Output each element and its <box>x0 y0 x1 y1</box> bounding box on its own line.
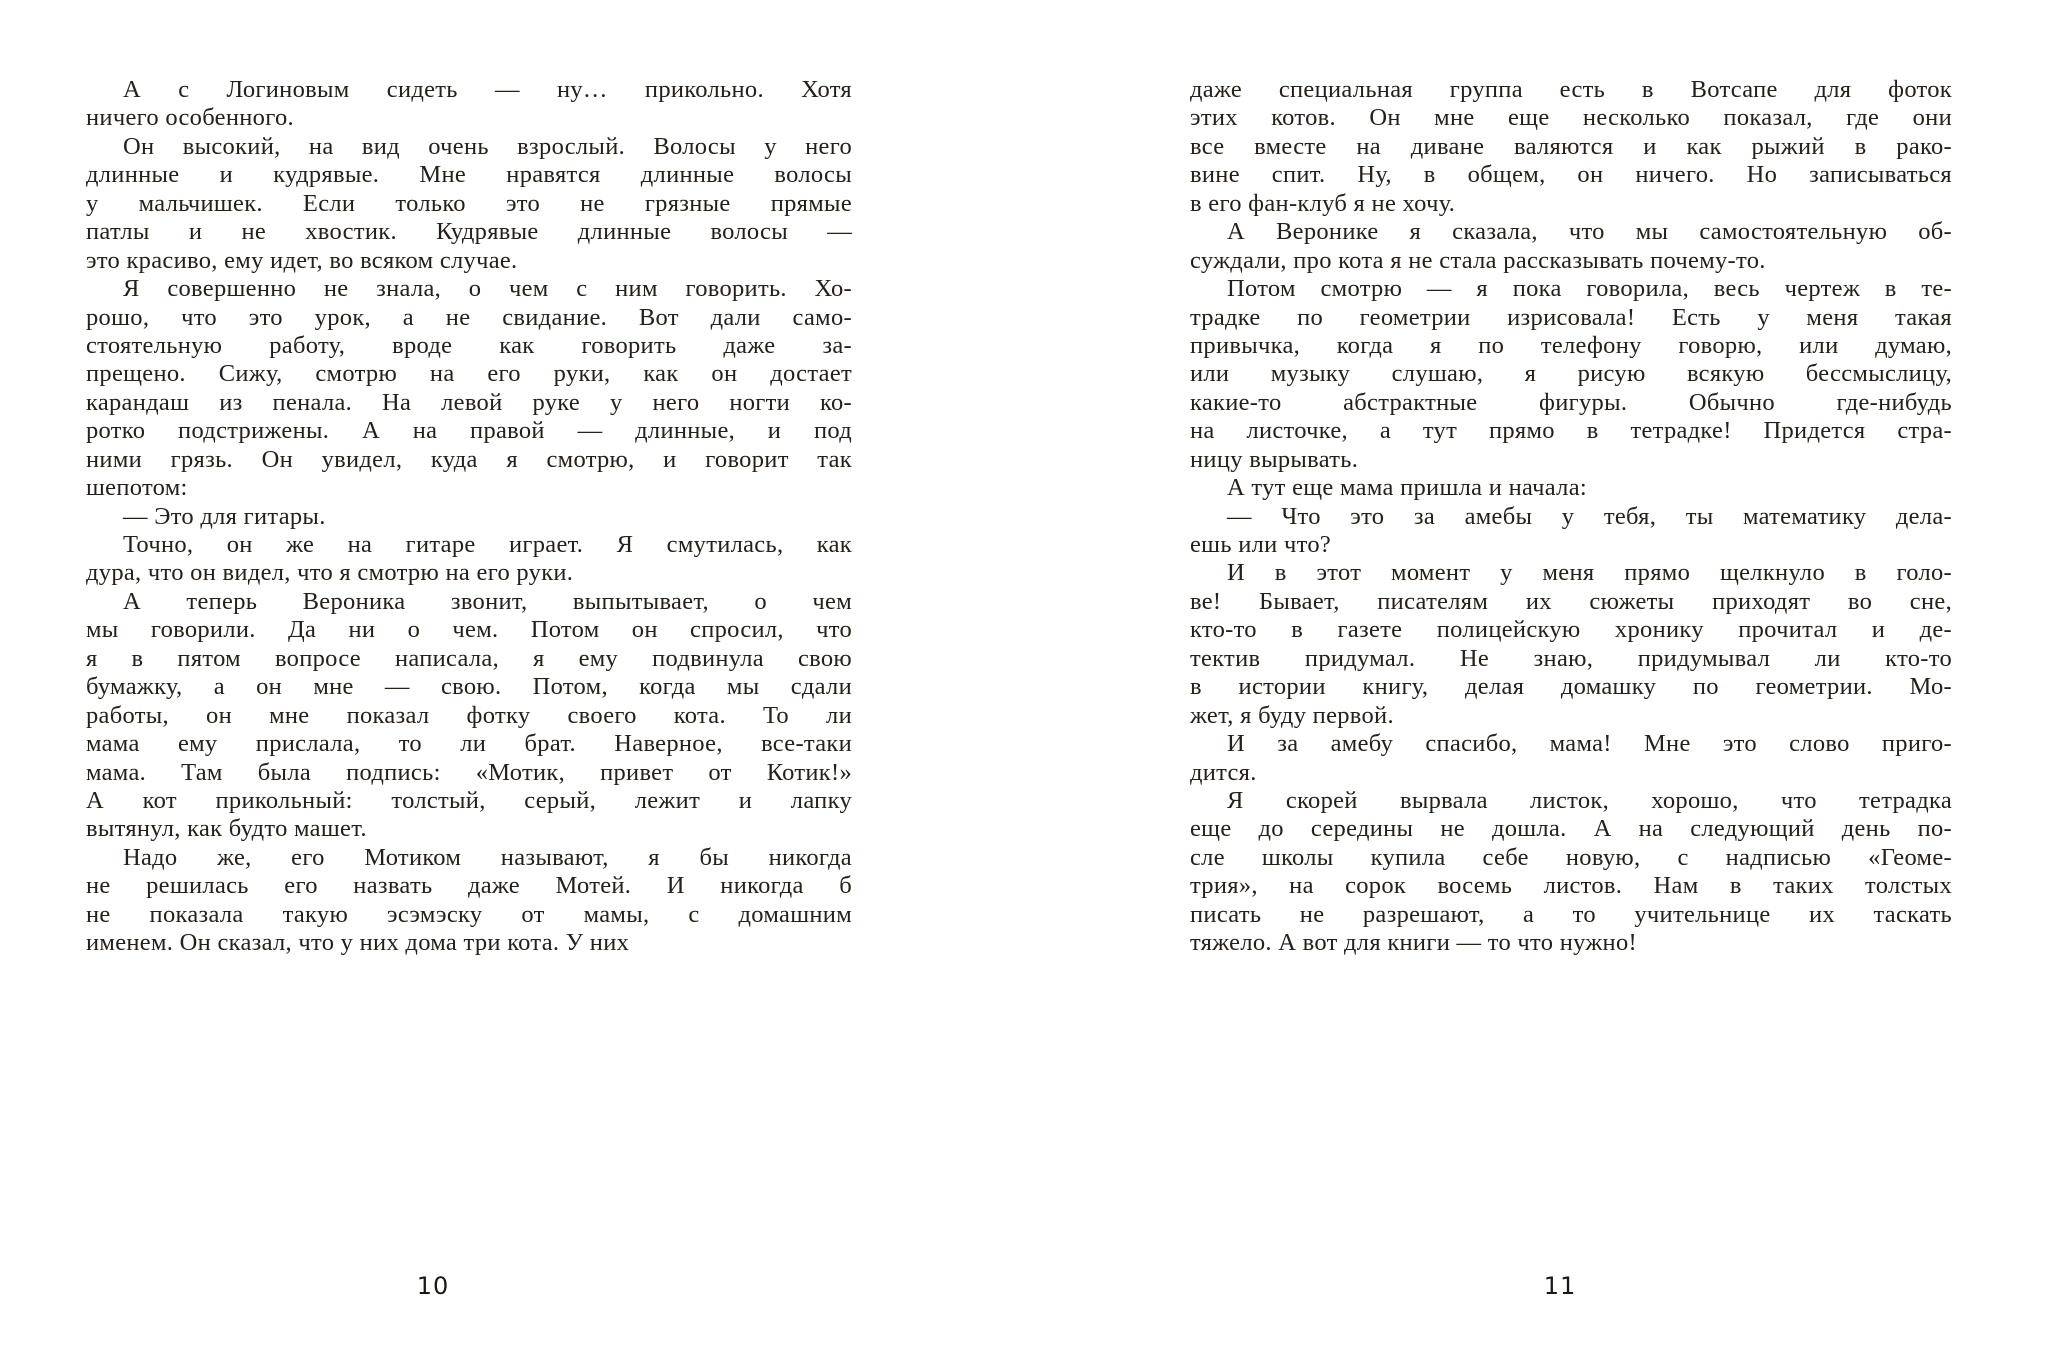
text-line: я в пятом вопросе написала, я ему подвинула свою <box>86 644 852 672</box>
text-line: шепотом: <box>86 474 188 502</box>
text-line: не показала такую эсэмэску от мамы, с домашним <box>86 900 852 928</box>
text-line: И в этот момент у меня прямо щелкнуло в голо- <box>1227 559 1952 587</box>
right-page-text-column <box>1190 76 1952 958</box>
text-line: И за амебу спасибо, мама! Мне это слово приго- <box>1227 730 1952 758</box>
text-line: даже специальная группа есть в Вотсапе для фоток <box>1190 76 1952 103</box>
text-line: дура, что он видел, что я смотрю на его руки. <box>86 559 574 587</box>
text-line: стоятельную работу, вроде как говорить даже за- <box>86 331 852 359</box>
text-line: мама ему прислала, то ли брат. Наверное, все-таки <box>86 730 852 758</box>
text-line: рошо, что это урок, а не свидание. Вот дали само- <box>86 303 852 331</box>
text-line: традке по геометрии изрисовала! Есть у меня такая <box>1190 303 1952 331</box>
text-line: трия», на сорок восемь листов. Нам в таких толстых <box>1190 872 1952 900</box>
text-line: Потом смотрю — я пока говорила, весь чертеж в те- <box>1227 275 1952 303</box>
text-line: или музыку слушаю, я рисую всякую бессмыслицу, <box>1190 360 1952 388</box>
text-line: вытянул, как будто машет. <box>86 815 367 843</box>
text-line: в истории книгу, делая домашку по геометрии. Мо- <box>1190 673 1952 701</box>
text-line: Точно, он же на гитаре играет. Я смутилась, как <box>123 531 852 558</box>
text-line: дится. <box>1190 758 1257 786</box>
right-page-number: 11 <box>1543 1272 1577 1300</box>
text-line: А тут еще мама пришла и начала: <box>1227 474 1587 502</box>
text-line: привычка, когда я по телефону говорю, или думаю, <box>1190 331 1952 359</box>
text-line: вине спит. Ну, в общем, он ничего. Но записываться <box>1190 161 1952 189</box>
text-line: у мальчишек. Если только это не грязные прямые <box>86 189 852 217</box>
text-line: ротко подстрижены. А на правой — длинные, и под <box>86 417 852 445</box>
text-line: — Что это за амебы у тебя, ты математику дела- <box>1227 502 1952 530</box>
text-line: патлы и не хвостик. Кудрявые длинные волосы — <box>86 218 852 246</box>
text-line: сле школы купила себе новую, с надписью «Геоме- <box>1190 843 1952 871</box>
left-page-text-column <box>86 76 852 958</box>
text-line: Надо же, его Мотиком называют, я бы никогда <box>123 843 852 871</box>
text-line: жет, я буду первой. <box>1190 701 1394 729</box>
text-line: А теперь Вероника звонит, выпытывает, о чем <box>123 587 852 615</box>
text-line: кто-то в газете полицейскую хронику прочитал и де- <box>1190 616 1952 644</box>
text-line: мы говорили. Да ни о чем. Потом он спросил, что <box>86 616 852 644</box>
text-line: А с Логиновым сидеть — ну… прикольно. Хотя <box>123 76 852 103</box>
text-line: все вместе на диване валяются и как рыжий в рако- <box>1190 132 1952 160</box>
text-line: ними грязь. Он увидел, куда я смотрю, и говорит так <box>86 445 852 473</box>
text-line: ешь или что? <box>1190 531 1332 558</box>
text-line: — Это для гитары. <box>123 502 326 530</box>
text-line: прещено. Сижу, смотрю на его руки, как он достает <box>86 360 852 388</box>
text-line: тяжело. А вот для книги — то что нужно! <box>1190 929 1637 957</box>
text-line: работы, он мне показал фотку своего кота. То ли <box>86 701 852 729</box>
text-line: это красиво, ему идет, во всяком случае. <box>86 246 518 274</box>
text-line: еще до середины не дошла. А на следующий день по- <box>1190 815 1952 843</box>
text-line: А Веронике я сказала, что мы самостоятельную об- <box>1227 218 1952 246</box>
text-line: писать не разрешают, а то учительнице их таскать <box>1190 900 1952 928</box>
left-page-number: 10 <box>416 1272 450 1300</box>
text-line: ве! Бывает, писателям их сюжеты приходят во сне, <box>1190 587 1952 615</box>
text-line: длинные и кудрявые. Мне нравятся длинные волосы <box>86 161 852 189</box>
text-line: карандаш из пенала. На левой руке у него ногти ко- <box>86 388 852 416</box>
text-line: тектив придумал. Не знаю, придумывал ли кто-то <box>1190 644 1952 672</box>
text-line: Я совершенно не знала, о чем с ним говорить. Хо- <box>123 275 852 303</box>
text-line: не решилась его назвать даже Мотей. И никогда б <box>86 872 852 900</box>
text-line: Я скорей вырвала листок, хорошо, что тетрадка <box>1227 786 1952 814</box>
text-line: бумажку, а он мне — свою. Потом, когда мы сдали <box>86 673 852 701</box>
text-line: этих котов. Он мне еще несколько показал, где они <box>1190 104 1952 132</box>
text-line: ницу вырывать. <box>1190 445 1359 473</box>
text-line: ничего особенного. <box>86 104 294 132</box>
text-line: мама. Там была подпись: «Мотик, привет от Котик!» <box>86 758 852 786</box>
text-line: А кот прикольный: толстый, серый, лежит и лапку <box>86 786 852 814</box>
text-line: суждали, про кота я не стала рассказывать почему-то. <box>1190 246 1766 274</box>
text-line: какие-то абстрактные фигуры. Обычно где-нибудь <box>1190 388 1952 416</box>
text-line: Он высокий, на вид очень взрослый. Волосы у него <box>123 132 852 160</box>
text-line: именем. Он сказал, что у них дома три кота. У них <box>86 929 630 957</box>
text-line: в его фан-клуб я не хочу. <box>1190 189 1456 217</box>
text-line: на листочке, а тут прямо в тетрадке! Придется стра- <box>1190 417 1952 445</box>
